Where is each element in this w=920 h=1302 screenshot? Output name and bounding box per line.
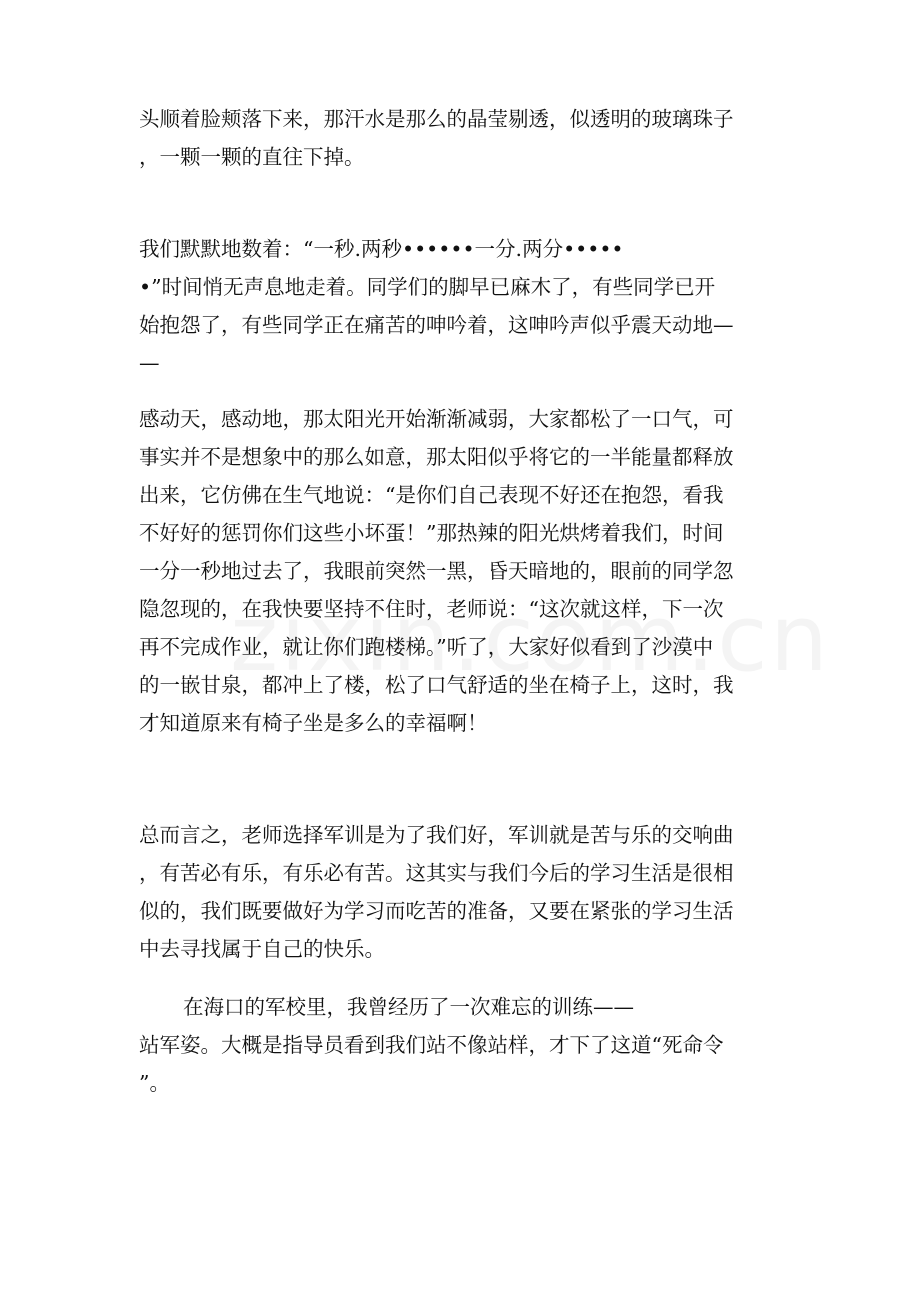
paragraph-3	[139, 400, 779, 742]
text-line: 头顺着脸颊落下来，那汗水是那么的晶莹剔透，似透明的玻璃珠子	[139, 107, 734, 131]
text-line: 感动天，感动地，那太阳光开始渐渐减弱，大家都松了一口气，可	[139, 407, 734, 431]
text-line: 总而言之，老师选择军训是为了我们好，军训就是苦与乐的交响曲	[139, 823, 734, 847]
text-line: 一分一秒地过去了，我眼前突然一黑，昏天暗地的，眼前的同学忽	[139, 559, 734, 583]
text-line: 始抱怨了，有些同学正在痛苦的呻吟着，这呻吟声似乎震天动地—	[139, 313, 734, 337]
text-line: 不好好的惩罚你们这些小坏蛋！”那热辣的阳光烘烤着我们，时间	[139, 521, 724, 545]
text-line: ，有苦必有乐，有乐必有苦。这其实与我们今后的学习生活是很相	[139, 861, 734, 885]
text-line: 在海口的军校里，我曾经历了一次难忘的训练——	[183, 995, 634, 1019]
text-line: 再不完成作业，就让你们跑楼梯。”听了，大家好似看到了沙漠中	[139, 635, 714, 659]
text-line: —	[139, 351, 160, 375]
text-line: 隐忽现的，在我快要坚持不住时，老师说：“这次就这样，下一次	[139, 597, 724, 621]
text-line: •”时间悄无声息地走着。同学们的脚早已麻木了，有些同学已开	[139, 275, 716, 299]
text-line: 才知道原来有椅子坐是多么的幸福啊！	[139, 711, 488, 735]
text-line: 事实并不是想象中的那么如意，那太阳似乎将它的一半能量都释放	[139, 445, 734, 469]
text-line: 中去寻找属于自己的快乐。	[139, 937, 385, 961]
text-line: 我们默默地数着：“一秒.两秒••••••一分.两分•••••	[139, 237, 624, 261]
paragraph-4	[139, 816, 779, 968]
text-line: 的一嵌甘泉，都冲上了楼，松了口气舒适的坐在椅子上，这时，我	[139, 673, 734, 697]
text-line: ”。	[139, 1071, 170, 1095]
text-line: 似的，我们既要做好为学习而吃苦的准备，又要在紧张的学习生活	[139, 899, 734, 923]
paragraph-1	[139, 100, 779, 176]
text-line: 站军姿。大概是指导员看到我们站不像站样，才下了这道“死命令	[139, 1033, 724, 1057]
paragraph-2	[139, 230, 779, 382]
text-line: 出来，它仿佛在生气地说：“是你们自己表现不好还在抱怨，看我	[139, 483, 724, 507]
paragraph-5	[139, 988, 779, 1102]
text-line: ，一颗一颗的直往下掉。	[139, 145, 365, 169]
